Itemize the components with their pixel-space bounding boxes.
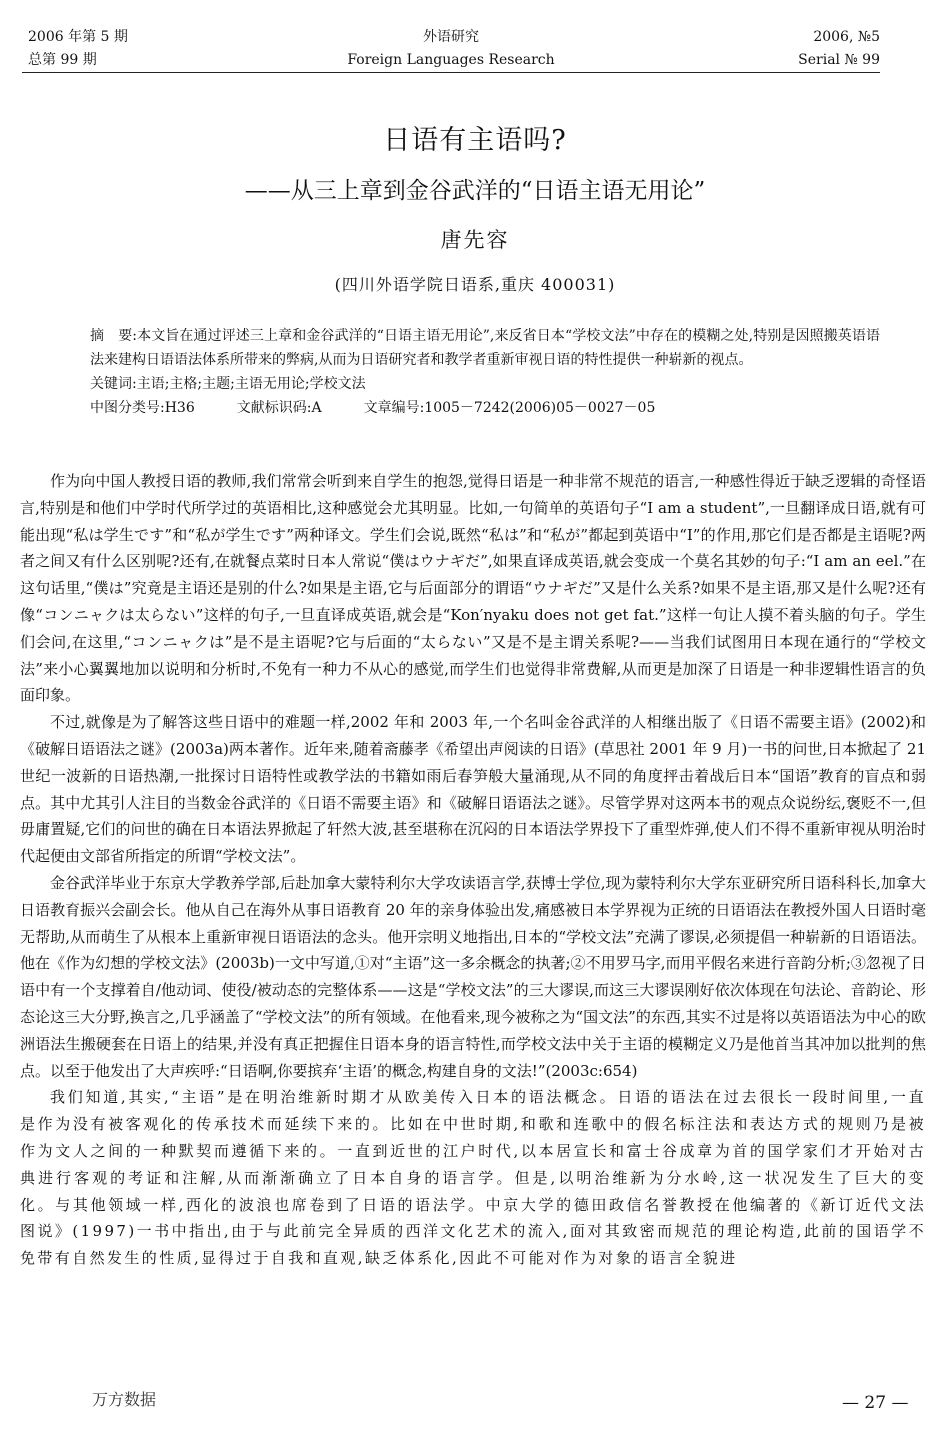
author-affiliation: (四川外语学院日语系,重庆 400031) <box>334 275 616 294</box>
document-code: 文献标识码:A <box>236 400 322 416</box>
header-total-issue: 总第 99 期 <box>28 52 97 68</box>
article-body <box>20 468 926 1272</box>
header-serial-no: Serial № 99 <box>798 52 880 68</box>
body-paragraph-1: 作为向中国人教授日语的教师,我们常常会听到来自学生的抱怨,觉得日语是一种非常不规范的语言,一种感性得近于缺乏逻辑的奇怪语言,特别是和他们中学时代所学过的英语相比,这种感觉会尤其明显。比如,一句简单的英语句子“I am a student”,一旦翻译成日语,就有可能出现“私は学生です”和“私が学生です”两种译文。学生们会说,既然“私は”和“私が”都起到英语中“I”的作用,那它们是否都是主语呢?两者之间又有什么区别呢?还有,在就餐点菜时日本人常说“僕はウナギだ”,如果直译成英语,就会变成一个莫名其妙的句子:“I am an eel.”在这句话里,“僕は”究竟是主语还是别的什么?如果是主语,它与后面部分的谓语“ウナギだ”又是什么关系?如果不是主语,那又是什么呢?还有像“コンニャクは太らない”这样的句子,一旦直译成英语,就会是“Kon′nyaku does not get fat.”这样一句让人摸不着头脑的句子。学生们会问,在这里,“コンニャクは”是不是主语呢?它与后面的“太らない”又是不是主谓关系呢?——当我们试图用日本现在通行的“学校文法”来小心翼翼地加以说明和分析时,不免有一种力不从心的感觉,而学生们也觉得非常费解,从而更是加深了日语是一种非逻辑性语言的负面印象。 <box>20 472 926 705</box>
header-year-issue: 2006 年第 5 期 <box>28 29 128 45</box>
keywords: 关键词:主语;主格;主题;主语无用论;学校文法 <box>90 376 366 392</box>
page-number: — 27 — <box>842 1393 909 1413</box>
header-year-no: 2006, №5 <box>813 29 880 45</box>
classification-row <box>90 396 880 420</box>
header-serial <box>798 26 880 72</box>
body-paragraph-2: 不过,就像是为了解答这些日语中的难题一样,2002 年和 2003 年,一个名叫金谷武洋的人相继出版了《日语不需要主语》(2002)和《破解日语语法之谜》(2003a)两本著作。近年来,随着斋藤孝《希望出声阅读的日语》(草思社 2001 年 9 月)一书的问世,日本掀起了 21 世纪一波新的日语热潮,一批探讨日语特性或教学法的书籍如雨后春笋般大量涌现,从不同的角度抨击着战后日本“国语”教育的盲点和弱点。其中尤其引人注目的当数金谷武洋的《日语不需要主语》和《破解日语语法之谜》。尽管学界对这两本书的观点众说纷纭,褒贬不一,但毋庸置疑,它们的问世的确在日本语法界掀起了轩然大波,甚至堪称在沉闷的日本语法学界投下了重型炸弹,使人们不得不重新审视从明治时代起便由文部省所指定的所谓“学校文法”。 <box>20 713 926 866</box>
body-paragraph-4: 我们知道,其实,“主语”是在明治维新时期才从欧美传入日本的语法概念。日语的语法在过去很长一段时间里,一直是作为没有被客观化的传承技术而延续下来的。比如在中世时期,和歌和连歌中的假名标注法和表达方式的规则乃是被作为文人之间的一种默契而遵循下来的。一直到近世的江户时代,以本居宣长和富士谷成章为首的国学家们才开始对古典进行客观的考证和注解,从而渐渐确立了日本自身的语言学。但是,以明治维新为分水岭,这一状况发生了巨大的变化。与其他领域一样,西化的波浪也席卷到了日语的语法学。中京大学的德田政信名誉教授在他编著的《新订近代文法图说》(1997)一书中指出,由于与此前完全异质的西洋文化艺术的流入,面对其致密而规范的理论构造,此前的国语学不免带有自然发生的性质,显得过于自我和直观,缺乏体系化,因此不可能对作为对象的语言全貌进 <box>20 1088 926 1268</box>
header-rule <box>22 72 880 73</box>
abstract-block <box>90 324 880 420</box>
article-author: 唐先容 <box>440 228 510 252</box>
abstract-text: 摘 要:本文旨在通过评述三上章和金谷武洋的“日语主语无用论”,来反省日本“学校文法”中存在的模糊之处,特别是因照搬英语语法来建构日语语法体系所带来的弊病,从而为日语研究者和教学者重新审视日语的特性提供一种崭新的视点。 <box>90 328 880 368</box>
article-number: 文章编号:1005－7242(2006)05－0027－05 <box>363 400 656 416</box>
clc-number: 中图分类号:H36 <box>90 400 195 416</box>
database-logo: 万方数据 <box>92 1390 157 1409</box>
header-journal <box>22 26 880 72</box>
article-subtitle: ——从三上章到金谷武洋的“日语主语无用论” <box>244 178 706 204</box>
article-title: 日语有主语吗? <box>383 125 567 156</box>
header-journal-cn: 外语研究 <box>423 29 479 45</box>
running-header <box>22 26 880 72</box>
header-journal-en: Foreign Languages Research <box>347 52 555 68</box>
body-paragraph-3: 金谷武洋毕业于东京大学教养学部,后赴加拿大蒙特利尔大学攻读语言学,获博士学位,现为蒙特利尔大学东亚研究所日语科科长,加拿大日语教育振兴会副会长。他从自己在海外从事日语教育 20 年的亲身体验出发,痛感被日本学界视为正统的日语语法在教授外国人日语时毫无帮助,从而萌生了从根本上重新审视日语语法的念头。他开宗明义地指出,日本的“学校文法”充满了谬误,必须提倡一种崭新的日语语法。他在《作为幻想的学校文法》(2003b)一文中写道,①对“主语”这一多余概念的执著;②不用罗马字,而用平假名来进行音韵分析;③忽视了日语中有一个支撑着自/他动词、使役/被动态的完整体系——这是“学校文法”的三大谬误,而这三大谬误刚好依次体现在句法论、音韵论、形态论这三大分野,换言之,几乎涵盖了“学校文法”的所有领域。在他看来,现今被称之为“国文法”的东西,其实不过是将以英语语法为中心的欧洲语法生搬硬套在日语上的结果,并没有真正把握住日语本身的语言特性,而学校文法中关于主语的模糊定义乃是他首当其冲加以批判的焦点。以至于他发出了大声疾呼:“日语啊,你要摈弃‘主语’的概念,构建自身的文法!”(2003c:654) <box>20 873 926 1080</box>
